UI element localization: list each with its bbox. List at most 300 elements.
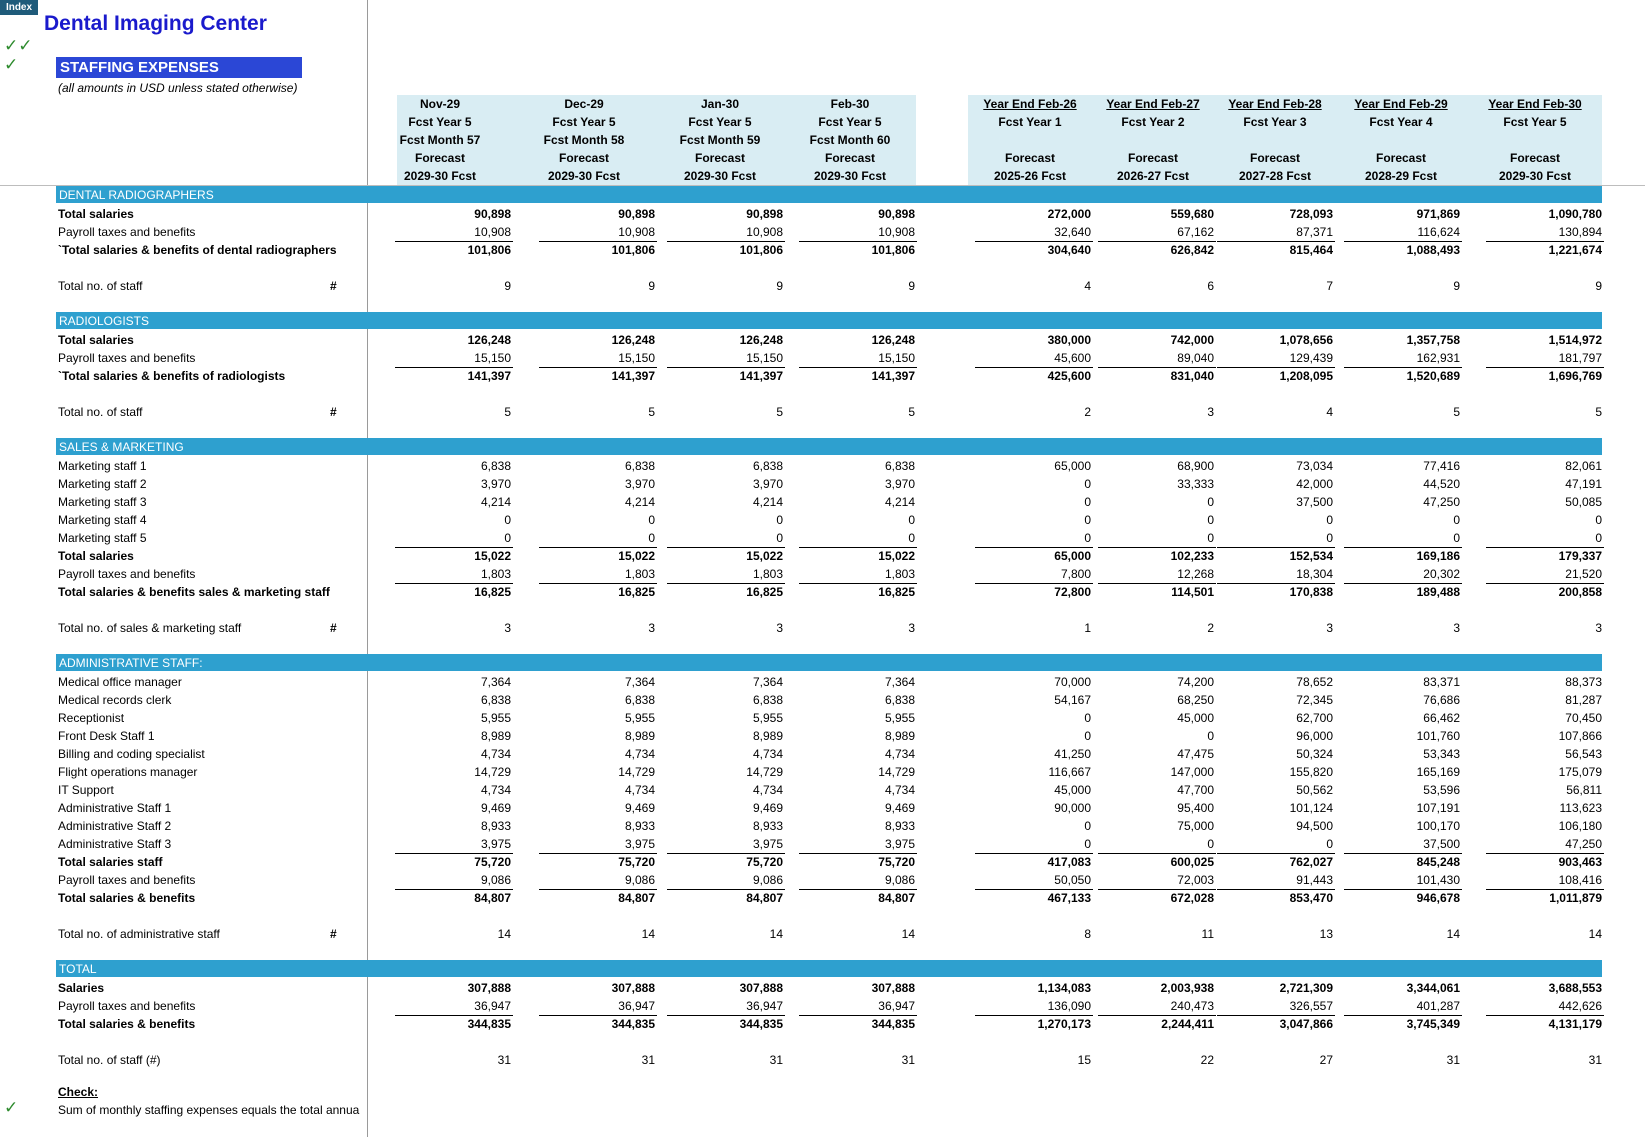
cell-value[interactable]: 6,838	[624, 459, 655, 473]
cell-value[interactable]: 101,806	[871, 243, 915, 257]
staff-count-value[interactable]: 5	[908, 405, 915, 419]
cell-value[interactable]: 179,337	[1558, 549, 1602, 563]
staff-count-value[interactable]: 2	[1207, 621, 1214, 635]
cell-value[interactable]: 0	[1326, 837, 1333, 851]
cell-value[interactable]: 10,908	[878, 225, 915, 239]
cell-value[interactable]: 3,975	[624, 837, 655, 851]
cell-value[interactable]: 0	[1084, 495, 1091, 509]
cell-value[interactable]: 4,214	[624, 495, 655, 509]
cell-value[interactable]: 47,700	[1177, 783, 1214, 797]
cell-value[interactable]: 56,543	[1565, 747, 1602, 761]
cell-value[interactable]: 3,970	[624, 477, 655, 491]
cell-value[interactable]: 815,464	[1289, 243, 1333, 257]
cell-value[interactable]: 0	[908, 513, 915, 527]
cell-value[interactable]: 126,248	[739, 333, 783, 347]
staff-count-value[interactable]: 9	[648, 279, 655, 293]
cell-value[interactable]: 903,463	[1558, 855, 1602, 869]
cell-value[interactable]: 33,333	[1177, 477, 1214, 491]
cell-value[interactable]: 0	[1084, 837, 1091, 851]
cell-value[interactable]: 15,150	[618, 351, 655, 365]
cell-value[interactable]: 10,908	[474, 225, 511, 239]
staff-count-value[interactable]: 4	[1326, 405, 1333, 419]
cell-value[interactable]: 971,869	[1416, 207, 1460, 221]
cell-value[interactable]: 672,028	[1170, 891, 1214, 905]
cell-value[interactable]: 126,248	[871, 333, 915, 347]
cell-value[interactable]: 9,469	[752, 801, 783, 815]
cell-value[interactable]: 946,678	[1416, 891, 1460, 905]
staff-count-value[interactable]: 6	[1207, 279, 1214, 293]
cell-value[interactable]: 141,397	[871, 369, 915, 383]
cell-value[interactable]: 307,888	[871, 981, 915, 995]
cell-value[interactable]: 401,287	[1416, 999, 1460, 1013]
cell-value[interactable]: 108,416	[1558, 873, 1602, 887]
cell-value[interactable]: 0	[1595, 531, 1602, 545]
cell-value[interactable]: 41,250	[1054, 747, 1091, 761]
cell-value[interactable]: 88,373	[1565, 675, 1602, 689]
staff-count-value[interactable]: 14	[769, 927, 783, 941]
cell-value[interactable]: 8,933	[624, 819, 655, 833]
cell-value[interactable]: 1,803	[884, 567, 915, 581]
cell-value[interactable]: 9,469	[884, 801, 915, 815]
cell-value[interactable]: 83,371	[1423, 675, 1460, 689]
staff-count-value[interactable]: 7	[1326, 279, 1333, 293]
cell-value[interactable]: 50,562	[1296, 783, 1333, 797]
cell-value[interactable]: 4,214	[480, 495, 511, 509]
cell-value[interactable]: 344,835	[611, 1017, 655, 1031]
cell-value[interactable]: 1,011,879	[1549, 891, 1602, 905]
cell-value[interactable]: 7,364	[480, 675, 511, 689]
cell-value[interactable]: 0	[1453, 531, 1460, 545]
cell-value[interactable]: 0	[1207, 837, 1214, 851]
cell-value[interactable]: 1,520,689	[1406, 369, 1460, 383]
staff-count-value[interactable]: 31	[769, 1053, 783, 1067]
cell-value[interactable]: 9,469	[480, 801, 511, 815]
cell-value[interactable]: 344,835	[739, 1017, 783, 1031]
cell-value[interactable]: 96,000	[1296, 729, 1333, 743]
cell-value[interactable]: 67,162	[1177, 225, 1214, 239]
cell-value[interactable]: 136,090	[1047, 999, 1091, 1013]
cell-value[interactable]: 130,894	[1558, 225, 1602, 239]
cell-value[interactable]: 0	[648, 531, 655, 545]
staff-count-value[interactable]: 14	[901, 927, 915, 941]
cell-value[interactable]: 84,807	[746, 891, 783, 905]
cell-value[interactable]: 0	[504, 531, 511, 545]
cell-value[interactable]: 6,838	[752, 459, 783, 473]
staff-count-value[interactable]: 5	[1595, 405, 1602, 419]
staff-count-value[interactable]: 31	[497, 1053, 511, 1067]
cell-value[interactable]: 7,364	[752, 675, 783, 689]
cell-value[interactable]: 16,825	[746, 585, 783, 599]
cell-value[interactable]: 101,760	[1416, 729, 1460, 743]
staff-count-value[interactable]: 9	[1595, 279, 1602, 293]
cell-value[interactable]: 68,250	[1177, 693, 1214, 707]
cell-value[interactable]: 5,955	[752, 711, 783, 725]
cell-value[interactable]: 152,534	[1289, 549, 1333, 563]
cell-value[interactable]: 15,150	[746, 351, 783, 365]
cell-value[interactable]: 90,898	[618, 207, 655, 221]
cell-value[interactable]: 1,803	[624, 567, 655, 581]
cell-value[interactable]: 15,022	[878, 549, 915, 563]
cell-value[interactable]: 14,729	[878, 765, 915, 779]
index-button[interactable]: Index	[0, 0, 38, 15]
cell-value[interactable]: 15,022	[474, 549, 511, 563]
cell-value[interactable]: 90,898	[878, 207, 915, 221]
staff-count-value[interactable]: 5	[1453, 405, 1460, 419]
cell-value[interactable]: 141,397	[467, 369, 511, 383]
cell-value[interactable]: 129,439	[1289, 351, 1333, 365]
cell-value[interactable]: 0	[1326, 531, 1333, 545]
staff-count-value[interactable]: 31	[641, 1053, 655, 1067]
cell-value[interactable]: 47,191	[1565, 477, 1602, 491]
cell-value[interactable]: 95,400	[1177, 801, 1214, 815]
cell-value[interactable]: 0	[1207, 495, 1214, 509]
staff-count-value[interactable]: 13	[1319, 927, 1333, 941]
cell-value[interactable]: 73,034	[1296, 459, 1333, 473]
cell-value[interactable]: 66,462	[1423, 711, 1460, 725]
cell-value[interactable]: 84,807	[474, 891, 511, 905]
cell-value[interactable]: 147,000	[1170, 765, 1214, 779]
cell-value[interactable]: 762,027	[1289, 855, 1333, 869]
cell-value[interactable]: 4,734	[480, 783, 511, 797]
cell-value[interactable]: 728,093	[1289, 207, 1333, 221]
cell-value[interactable]: 0	[1453, 513, 1460, 527]
cell-value[interactable]: 87,371	[1296, 225, 1333, 239]
cell-value[interactable]: 559,680	[1170, 207, 1214, 221]
cell-value[interactable]: 50,324	[1296, 747, 1333, 761]
cell-value[interactable]: 90,000	[1054, 801, 1091, 815]
cell-value[interactable]: 12,268	[1177, 567, 1214, 581]
cell-value[interactable]: 53,343	[1423, 747, 1460, 761]
cell-value[interactable]: 1,803	[480, 567, 511, 581]
cell-value[interactable]: 116,667	[1048, 765, 1091, 779]
cell-value[interactable]: 126,248	[467, 333, 511, 347]
cell-value[interactable]: 175,079	[1558, 765, 1602, 779]
cell-value[interactable]: 1,078,656	[1279, 333, 1333, 347]
cell-value[interactable]: 1,221,674	[1548, 243, 1602, 257]
cell-value[interactable]: 8,933	[752, 819, 783, 833]
cell-value[interactable]: 50,085	[1565, 495, 1602, 509]
cell-value[interactable]: 15,022	[746, 549, 783, 563]
cell-value[interactable]: 5,955	[624, 711, 655, 725]
cell-value[interactable]: 16,825	[474, 585, 511, 599]
cell-value[interactable]: 70,000	[1054, 675, 1091, 689]
cell-value[interactable]: 9,086	[752, 873, 783, 887]
cell-value[interactable]: 8,989	[624, 729, 655, 743]
cell-value[interactable]: 9,086	[624, 873, 655, 887]
staff-count-value[interactable]: 5	[504, 405, 511, 419]
cell-value[interactable]: 36,947	[618, 999, 655, 1013]
cell-value[interactable]: 2,721,309	[1279, 981, 1333, 995]
cell-value[interactable]: 9,086	[884, 873, 915, 887]
cell-value[interactable]: 189,488	[1416, 585, 1460, 599]
cell-value[interactable]: 6,838	[624, 693, 655, 707]
cell-value[interactable]: 56,811	[1566, 783, 1602, 797]
cell-value[interactable]: 1,088,493	[1406, 243, 1460, 257]
cell-value[interactable]: 467,133	[1047, 891, 1091, 905]
cell-value[interactable]: 53,596	[1423, 783, 1460, 797]
cell-value[interactable]: 162,931	[1416, 351, 1460, 365]
cell-value[interactable]: 0	[1084, 477, 1091, 491]
cell-value[interactable]: 165,169	[1416, 765, 1460, 779]
cell-value[interactable]: 107,191	[1416, 801, 1460, 815]
cell-value[interactable]: 4,214	[752, 495, 783, 509]
cell-value[interactable]: 1,090,780	[1548, 207, 1602, 221]
cell-value[interactable]: 141,397	[739, 369, 783, 383]
cell-value[interactable]: 3,970	[480, 477, 511, 491]
cell-value[interactable]: 8,989	[884, 729, 915, 743]
cell-value[interactable]: 15,150	[474, 351, 511, 365]
cell-value[interactable]: 626,842	[1170, 243, 1214, 257]
cell-value[interactable]: 50,050	[1054, 873, 1091, 887]
staff-count-value[interactable]: 11	[1201, 927, 1214, 941]
cell-value[interactable]: 126,248	[611, 333, 655, 347]
cell-value[interactable]: 831,040	[1170, 369, 1214, 383]
cell-value[interactable]: 74,200	[1177, 675, 1214, 689]
cell-value[interactable]: 10,908	[746, 225, 783, 239]
cell-value[interactable]: 3,975	[752, 837, 783, 851]
cell-value[interactable]: 380,000	[1047, 333, 1091, 347]
cell-value[interactable]: 75,720	[746, 855, 783, 869]
staff-count-value[interactable]: 3	[776, 621, 783, 635]
staff-count-value[interactable]: 9	[776, 279, 783, 293]
cell-value[interactable]: 18,304	[1296, 567, 1333, 581]
cell-value[interactable]: 45,000	[1177, 711, 1214, 725]
staff-count-value[interactable]: 31	[1446, 1053, 1460, 1067]
cell-value[interactable]: 72,345	[1296, 693, 1333, 707]
cell-value[interactable]: 2,244,411	[1161, 1017, 1214, 1031]
cell-value[interactable]: 65,000	[1054, 549, 1091, 563]
cell-value[interactable]: 853,470	[1289, 891, 1333, 905]
cell-value[interactable]: 94,500	[1296, 819, 1333, 833]
cell-value[interactable]: 7,800	[1060, 567, 1091, 581]
cell-value[interactable]: 75,720	[878, 855, 915, 869]
cell-value[interactable]: 0	[1207, 729, 1214, 743]
cell-value[interactable]: 14,729	[474, 765, 511, 779]
cell-value[interactable]: 36,947	[474, 999, 511, 1013]
cell-value[interactable]: 845,248	[1416, 855, 1460, 869]
cell-value[interactable]: 6,838	[752, 693, 783, 707]
cell-value[interactable]: 44,520	[1423, 477, 1460, 491]
cell-value[interactable]: 3,344,061	[1406, 981, 1460, 995]
cell-value[interactable]: 3,970	[884, 477, 915, 491]
cell-value[interactable]: 3,975	[884, 837, 915, 851]
staff-count-value[interactable]: 1	[1084, 621, 1091, 635]
cell-value[interactable]: 6,838	[480, 693, 511, 707]
staff-count-value[interactable]: 14	[641, 927, 655, 941]
staff-count-value[interactable]: 3	[1326, 621, 1333, 635]
staff-count-value[interactable]: 14	[1446, 927, 1460, 941]
staff-count-value[interactable]: 5	[776, 405, 783, 419]
cell-value[interactable]: 36,947	[878, 999, 915, 1013]
cell-value[interactable]: 6,838	[884, 459, 915, 473]
staff-count-value[interactable]: 31	[901, 1053, 915, 1067]
cell-value[interactable]: 344,835	[871, 1017, 915, 1031]
cell-value[interactable]: 37,500	[1423, 837, 1460, 851]
cell-value[interactable]: 307,888	[739, 981, 783, 995]
cell-value[interactable]: 4,734	[884, 783, 915, 797]
cell-value[interactable]: 106,180	[1558, 819, 1602, 833]
cell-value[interactable]: 344,835	[467, 1017, 511, 1031]
cell-value[interactable]: 116,624	[1417, 225, 1460, 239]
cell-value[interactable]: 101,806	[467, 243, 511, 257]
cell-value[interactable]: 8,989	[752, 729, 783, 743]
cell-value[interactable]: 54,167	[1054, 693, 1091, 707]
staff-count-value[interactable]: 3	[908, 621, 915, 635]
cell-value[interactable]: 21,520	[1565, 567, 1602, 581]
cell-value[interactable]: 0	[1207, 531, 1214, 545]
cell-value[interactable]: 1,696,769	[1548, 369, 1602, 383]
cell-value[interactable]: 0	[1084, 711, 1091, 725]
cell-value[interactable]: 0	[1326, 513, 1333, 527]
cell-value[interactable]: 1,514,972	[1548, 333, 1602, 347]
cell-value[interactable]: 10,908	[618, 225, 655, 239]
cell-value[interactable]: 0	[1595, 513, 1602, 527]
cell-value[interactable]: 4,214	[884, 495, 915, 509]
cell-value[interactable]: 113,623	[1559, 801, 1602, 815]
cell-value[interactable]: 304,640	[1047, 243, 1091, 257]
cell-value[interactable]: 114,501	[1171, 585, 1214, 599]
cell-value[interactable]: 8,933	[884, 819, 915, 833]
cell-value[interactable]: 5,955	[480, 711, 511, 725]
cell-value[interactable]: 1,270,173	[1037, 1017, 1091, 1031]
cell-value[interactable]: 15,150	[878, 351, 915, 365]
cell-value[interactable]: 32,640	[1054, 225, 1091, 239]
staff-count-value[interactable]: 9	[908, 279, 915, 293]
cell-value[interactable]: 62,700	[1296, 711, 1333, 725]
cell-value[interactable]: 1,134,083	[1037, 981, 1091, 995]
staff-count-value[interactable]: 5	[648, 405, 655, 419]
cell-value[interactable]: 200,858	[1558, 585, 1602, 599]
staff-count-value[interactable]: 3	[1595, 621, 1602, 635]
cell-value[interactable]: 8,989	[480, 729, 511, 743]
cell-value[interactable]: 90,898	[746, 207, 783, 221]
cell-value[interactable]: 101,124	[1289, 801, 1333, 815]
cell-value[interactable]: 0	[776, 513, 783, 527]
cell-value[interactable]: 4,734	[752, 783, 783, 797]
cell-value[interactable]: 70,450	[1565, 711, 1602, 725]
cell-value[interactable]: 4,734	[624, 747, 655, 761]
staff-count-value[interactable]: 15	[1077, 1053, 1091, 1067]
cell-value[interactable]: 4,734	[752, 747, 783, 761]
staff-count-value[interactable]: 9	[1453, 279, 1460, 293]
cell-value[interactable]: 72,003	[1177, 873, 1214, 887]
cell-value[interactable]: 7,364	[624, 675, 655, 689]
cell-value[interactable]: 101,806	[611, 243, 655, 257]
cell-value[interactable]: 82,061	[1565, 459, 1602, 473]
cell-value[interactable]: 240,473	[1170, 999, 1214, 1013]
cell-value[interactable]: 425,600	[1047, 369, 1091, 383]
cell-value[interactable]: 5,955	[884, 711, 915, 725]
cell-value[interactable]: 20,302	[1423, 567, 1460, 581]
cell-value[interactable]: 91,443	[1296, 873, 1333, 887]
cell-value[interactable]: 101,806	[739, 243, 783, 257]
cell-value[interactable]: 155,820	[1289, 765, 1333, 779]
cell-value[interactable]: 0	[1207, 513, 1214, 527]
staff-count-value[interactable]: 22	[1200, 1053, 1214, 1067]
cell-value[interactable]: 600,025	[1170, 855, 1214, 869]
staff-count-value[interactable]: 3	[648, 621, 655, 635]
cell-value[interactable]: 36,947	[746, 999, 783, 1013]
staff-count-value[interactable]: 31	[1588, 1053, 1602, 1067]
cell-value[interactable]: 417,083	[1047, 855, 1091, 869]
staff-count-value[interactable]: 14	[497, 927, 511, 941]
cell-value[interactable]: 170,838	[1289, 585, 1333, 599]
cell-value[interactable]: 8,933	[480, 819, 511, 833]
cell-value[interactable]: 3,745,349	[1406, 1017, 1460, 1031]
cell-value[interactable]: 84,807	[878, 891, 915, 905]
cell-value[interactable]: 76,686	[1423, 693, 1460, 707]
cell-value[interactable]: 4,734	[624, 783, 655, 797]
cell-value[interactable]: 45,000	[1054, 783, 1091, 797]
staff-count-value[interactable]: 27	[1319, 1053, 1333, 1067]
cell-value[interactable]: 442,626	[1558, 999, 1602, 1013]
cell-value[interactable]: 16,825	[618, 585, 655, 599]
cell-value[interactable]: 42,000	[1296, 477, 1333, 491]
cell-value[interactable]: 181,797	[1558, 351, 1602, 365]
cell-value[interactable]: 101,430	[1416, 873, 1460, 887]
cell-value[interactable]: 3,688,553	[1548, 981, 1602, 995]
cell-value[interactable]: 14,729	[618, 765, 655, 779]
staff-count-value[interactable]: 3	[504, 621, 511, 635]
cell-value[interactable]: 307,888	[611, 981, 655, 995]
cell-value[interactable]: 742,000	[1170, 333, 1214, 347]
cell-value[interactable]: 15,022	[618, 549, 655, 563]
cell-value[interactable]: 102,233	[1170, 549, 1214, 563]
cell-value[interactable]: 0	[1084, 513, 1091, 527]
cell-value[interactable]: 0	[1084, 729, 1091, 743]
cell-value[interactable]: 78,652	[1296, 675, 1333, 689]
cell-value[interactable]: 9,086	[480, 873, 511, 887]
cell-value[interactable]: 1,357,758	[1406, 333, 1460, 347]
cell-value[interactable]: 0	[648, 513, 655, 527]
staff-count-value[interactable]: 3	[1207, 405, 1214, 419]
cell-value[interactable]: 107,866	[1558, 729, 1602, 743]
staff-count-value[interactable]: 9	[504, 279, 511, 293]
cell-value[interactable]: 47,250	[1423, 495, 1460, 509]
cell-value[interactable]: 0	[504, 513, 511, 527]
cell-value[interactable]: 75,000	[1177, 819, 1214, 833]
cell-value[interactable]: 65,000	[1054, 459, 1091, 473]
cell-value[interactable]: 326,557	[1289, 999, 1333, 1013]
cell-value[interactable]: 1,208,095	[1279, 369, 1333, 383]
cell-value[interactable]: 4,734	[884, 747, 915, 761]
cell-value[interactable]: 37,500	[1296, 495, 1333, 509]
staff-count-value[interactable]: 4	[1084, 279, 1091, 293]
cell-value[interactable]: 6,838	[884, 693, 915, 707]
cell-value[interactable]: 77,416	[1423, 459, 1460, 473]
cell-value[interactable]: 89,040	[1177, 351, 1214, 365]
cell-value[interactable]: 3,047,866	[1279, 1017, 1333, 1031]
cell-value[interactable]: 0	[1084, 819, 1091, 833]
staff-count-value[interactable]: 3	[1453, 621, 1460, 635]
cell-value[interactable]: 14,729	[746, 765, 783, 779]
cell-value[interactable]: 3,975	[480, 837, 511, 851]
cell-value[interactable]: 100,170	[1416, 819, 1460, 833]
cell-value[interactable]: 16,825	[878, 585, 915, 599]
cell-value[interactable]: 0	[776, 531, 783, 545]
cell-value[interactable]: 75,720	[474, 855, 511, 869]
staff-count-value[interactable]: 8	[1084, 927, 1091, 941]
cell-value[interactable]: 4,131,179	[1548, 1017, 1602, 1031]
cell-value[interactable]: 45,600	[1054, 351, 1091, 365]
cell-value[interactable]: 47,250	[1565, 837, 1602, 851]
cell-value[interactable]: 6,838	[480, 459, 511, 473]
staff-count-value[interactable]: 14	[1588, 927, 1602, 941]
cell-value[interactable]: 75,720	[618, 855, 655, 869]
staff-count-value[interactable]: 2	[1084, 405, 1091, 419]
cell-value[interactable]: 2,003,938	[1160, 981, 1214, 995]
cell-value[interactable]: 72,800	[1054, 585, 1091, 599]
